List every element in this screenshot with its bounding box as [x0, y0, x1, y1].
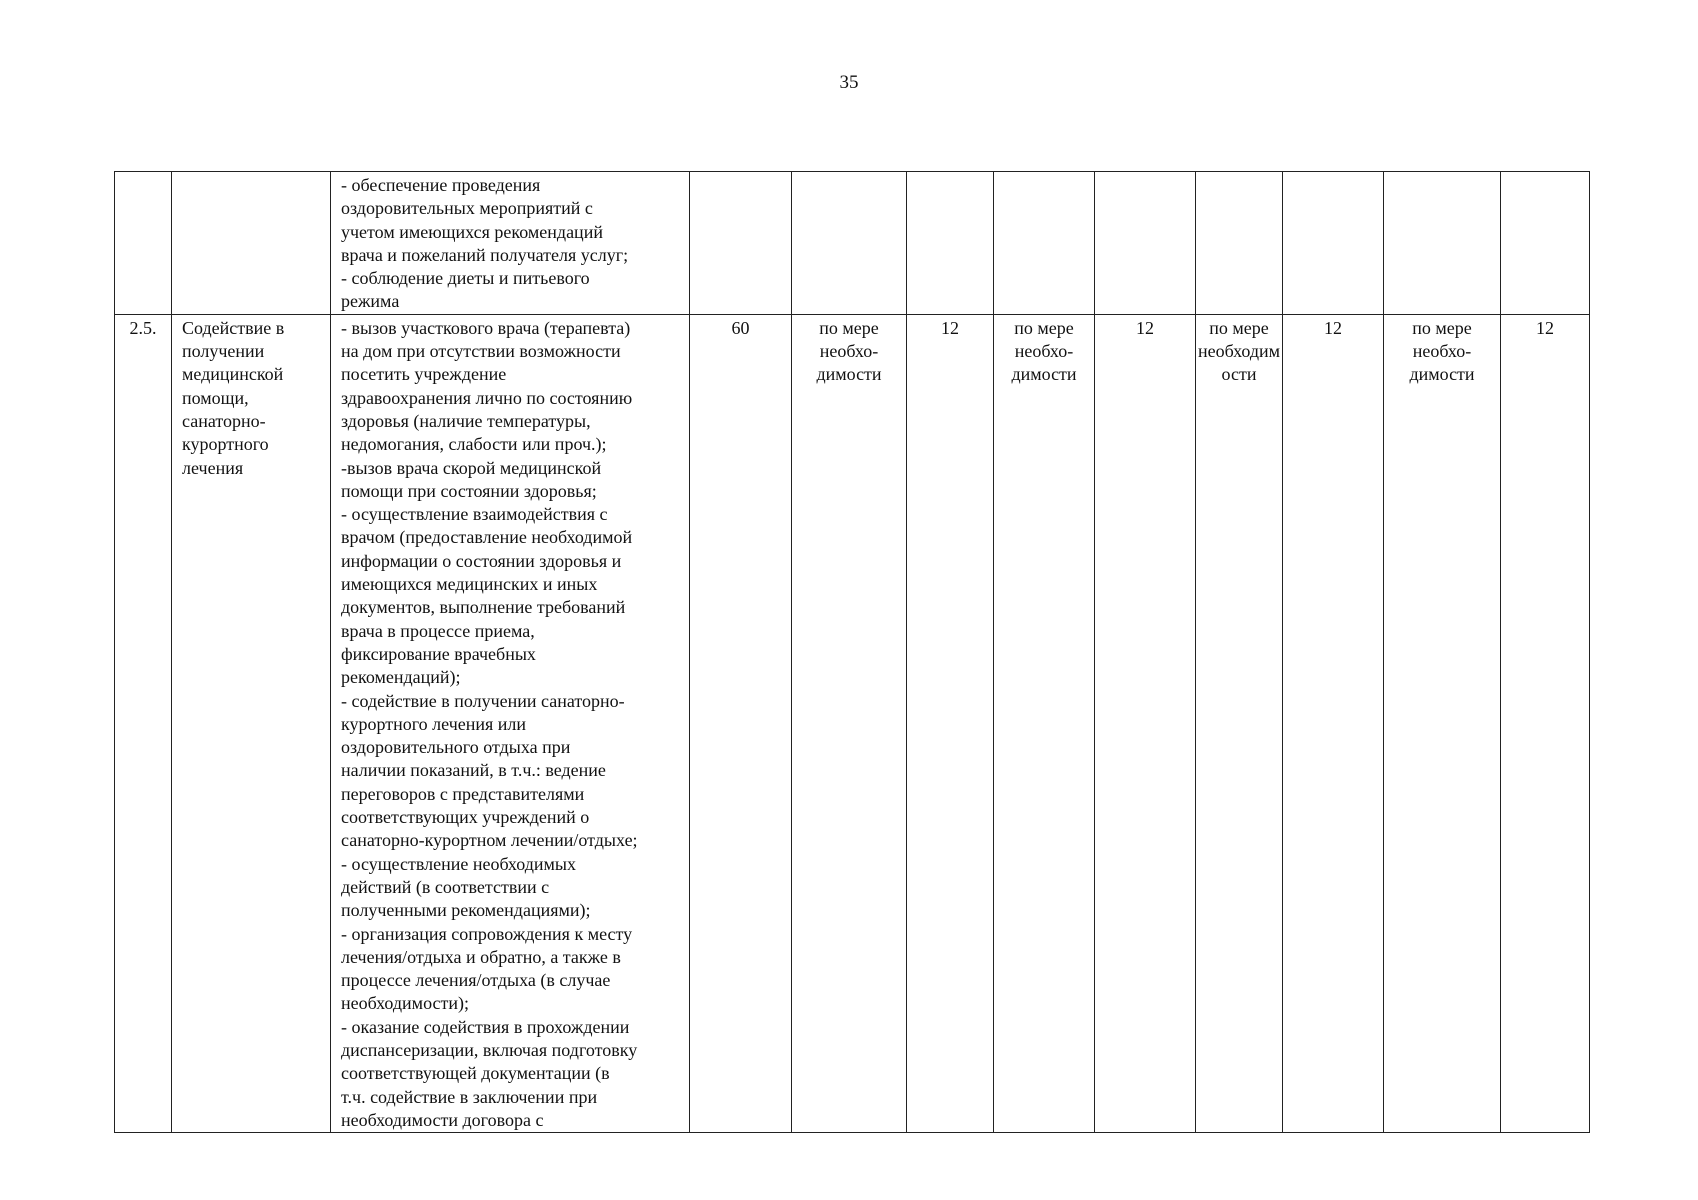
content-line: режима: [341, 291, 400, 312]
table-row-continuation: [115, 172, 1590, 315]
cell-volume-3: [1283, 172, 1384, 315]
services-table: [114, 171, 1590, 1133]
content-line: врача в процессе приема,: [341, 620, 535, 641]
cell-volume-2: [1095, 172, 1196, 315]
cell-time: [690, 172, 792, 315]
content-line: фиксирование врачебных: [341, 643, 536, 664]
content-line: соответствующих учреждений о: [341, 807, 590, 828]
content-line: здоровья (наличие температуры,: [341, 410, 591, 431]
content-line: - осуществление взаимодействия с: [341, 504, 608, 525]
content-line: врачом (предоставление необходимой: [341, 527, 633, 548]
content-line: санаторно-курортном лечении/отдыхе;: [341, 830, 638, 851]
cell-frequency-4: [1384, 314, 1501, 1132]
cell-time: 60: [690, 314, 792, 1132]
content-line: недомогания, слабости или проч.);: [341, 434, 607, 455]
cell-volume-1: [907, 172, 994, 315]
content-line: оздоровительных мероприятий с: [341, 198, 593, 219]
content-line: переговоров с представителями: [341, 783, 585, 804]
cell-volume-4: [1501, 172, 1590, 315]
content-line: необходимости договора с: [341, 1109, 544, 1130]
cell-frequency-1: [792, 172, 907, 315]
cell-service-content: [331, 172, 690, 315]
content-line: процессе лечения/отдыха (в случае: [341, 970, 611, 991]
name-line: помощи,: [182, 387, 249, 408]
frequency-line: по мере: [1412, 317, 1472, 338]
content-line: рекомендаций);: [341, 667, 461, 688]
content-line: соответствующей документации (в: [341, 1063, 610, 1084]
cell-frequency-1: [792, 314, 907, 1132]
frequency-line: димости: [816, 364, 882, 385]
cell-volume-2: 12: [1095, 314, 1196, 1132]
content-line: - соблюдение диеты и питьевого: [341, 268, 590, 289]
cell-frequency-2: [994, 314, 1095, 1132]
name-line: курортного: [182, 434, 269, 455]
content-line: наличии показаний, в т.ч.: ведение: [341, 760, 606, 781]
cell-frequency-2: [994, 172, 1095, 315]
content-line: т.ч. содействие в заключении при: [341, 1086, 598, 1107]
content-line: -вызов врача скорой медицинской: [341, 457, 602, 478]
name-line: получении: [182, 341, 265, 362]
name-line: лечения: [182, 457, 244, 478]
content-line: на дом при отсутствии возможности: [341, 341, 621, 362]
content-line: помощи при состоянии здоровья;: [341, 480, 597, 501]
frequency-line: необхо-: [819, 341, 879, 362]
content-line: оздоровительного отдыха при: [341, 737, 571, 758]
name-line: санаторно-: [182, 410, 266, 431]
content-line: здравоохранения лично по состоянию: [341, 387, 633, 408]
frequency-line: димости: [1409, 364, 1475, 385]
frequency-line: необхо-: [1412, 341, 1472, 362]
frequency-line: димости: [1011, 364, 1077, 385]
cell-frequency-3: [1196, 314, 1283, 1132]
content-line: - обеспечение проведения: [341, 175, 541, 195]
frequency-line: по мере: [1209, 317, 1269, 338]
frequency-line: по мере: [819, 317, 879, 338]
content-line: лечения/отдыха и обратно, а также в: [341, 946, 621, 967]
cell-index: 2.5.: [115, 314, 172, 1132]
content-line: необходимости);: [341, 993, 470, 1014]
content-line: информации о состоянии здоровья и: [341, 550, 622, 571]
cell-volume-4: 12: [1501, 314, 1590, 1132]
content-line: действий (в соответствии с: [341, 876, 550, 897]
content-line: - осуществление необходимых: [341, 853, 577, 874]
frequency-line: ости: [1221, 364, 1257, 385]
frequency-line: необходим: [1198, 341, 1281, 362]
cell-volume-1: 12: [907, 314, 994, 1132]
table-row-2-5: [115, 314, 1590, 1132]
content-line: - вызов участкового врача (терапевта): [341, 317, 631, 338]
cell-service-name: [172, 314, 331, 1132]
content-line: документов, выполнение требований: [341, 597, 626, 618]
cell-service-content: [331, 314, 690, 1132]
cell-index: [115, 172, 172, 315]
page-number: 35: [839, 72, 859, 93]
frequency-line: необхо-: [1014, 341, 1074, 362]
name-line: Содействие в: [182, 317, 285, 338]
frequency-line: по мере: [1014, 317, 1074, 338]
content-line: диспансеризации, включая подготовку: [341, 1039, 638, 1060]
content-line: курортного лечения или: [341, 713, 527, 734]
content-line: - содействие в получении санаторно-: [341, 690, 625, 711]
cell-frequency-3: [1196, 172, 1283, 315]
content-line: учетом имеющихся рекомендаций: [341, 221, 603, 242]
content-line: врача и пожеланий получателя услуг;: [341, 244, 629, 265]
content-line: - оказание содействия в прохождении: [341, 1016, 630, 1037]
content-line: имеющихся медицинских и иных: [341, 574, 598, 595]
content-line: - организация сопровождения к месту: [341, 923, 633, 944]
content-line: посетить учреждение: [341, 364, 507, 385]
cell-service-name: [172, 172, 331, 315]
cell-frequency-4: [1384, 172, 1501, 315]
content-line: полученными рекомендациями);: [341, 900, 591, 921]
name-line: медицинской: [182, 364, 284, 385]
cell-volume-3: 12: [1283, 314, 1384, 1132]
